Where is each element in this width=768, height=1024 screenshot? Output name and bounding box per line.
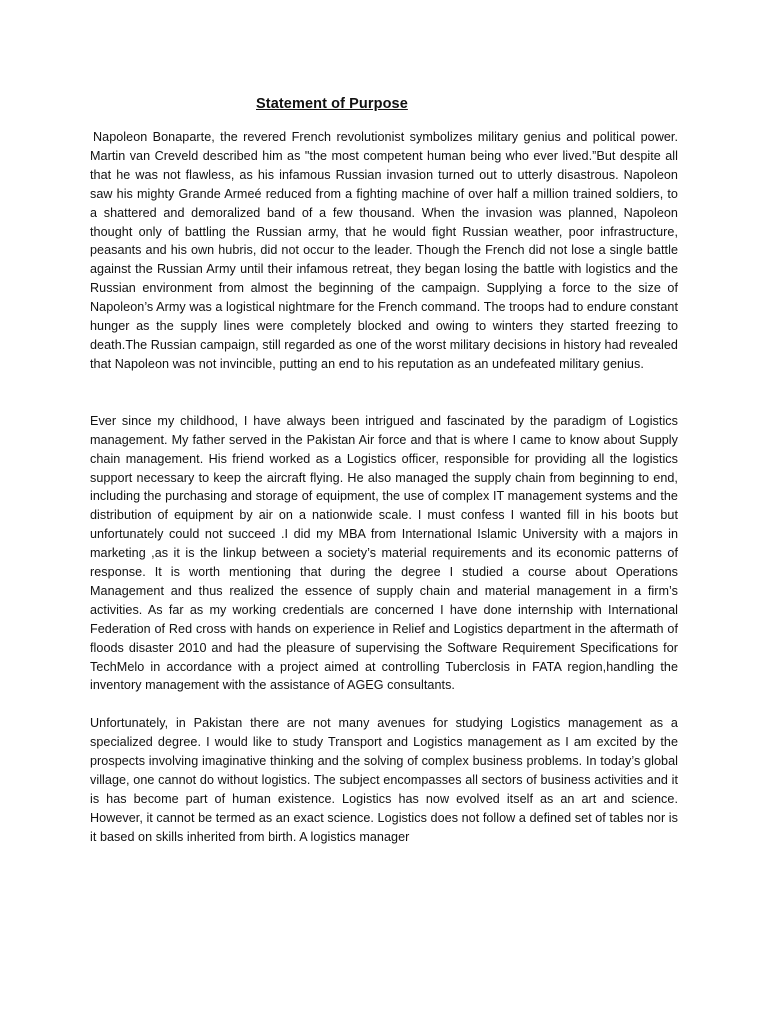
paragraph-napoleon: Napoleon Bonaparte, the revered French revolutionist symbolizes military genius and political power. Martin van Creveld described him as "the most competent human being who ever lived.”But despite all that he was not flawless, as his infamous Russian invasion turned out to utterly disastrous. Napoleon saw his mighty Grande Armeé reduced from a fighting machine of over half a million trained soldiers, to a shattered and demoralized band of a few thousand. When the invasion was planned, Napoleon thought only of battling the Russian army, that he would fight Russian weather, poor infrastructure, peasants and his own hubris, did not occur to the leader. Though the French did not lose a single battle against the Russian Army until their infamous retreat, they began losing the battle with logistics and the Russian environment from almost the beginning of the campaign. Supplying a force to the size of Napoleon’s Army was a logistical nightmare for the French command. The troops had to endure constant hunger as the supply lines were completely blocked and owing to winters they started freezing to death.The Russian campaign, still regarded as one of the worst military decisions in history had revealed that Napoleon was not invincible, putting an end to his reputation as an undefeated military genius. xyxy=(90,130,678,371)
document-title: Statement of Purpose xyxy=(256,96,408,112)
paragraph-pakistan: Unfortunately, in Pakistan there are not many avenues for studying Logistics management as a specialized degree. I would like to study Transport and Logistics management as I am excited by the prospects involving imaginative thinking and the solving of complex business problems. In today’s global village, one cannot do without logistics. The subject encompasses all sectors of business activities and it is has become part of human existence. Logistics has now evolved itself as an art and science. However, it cannot be termed as an exact science. Logistics does not follow a defined set of tables nor is it based on skills inherited from birth. A logistics manager xyxy=(90,716,678,844)
paragraph-childhood: Ever since my childhood, I have always been intrigued and fascinated by the paradigm of Logistics management. My father served in the Pakistan Air force and that is where I came to know about Supply chain management. His friend worked as a Logistics officer, responsible for providing all the logistics support necessary to keep the aircraft flying. He also managed the supply chain from beginning to end, including the purchasing and storage of equipment, the use of complex IT management systems and the distribution of equipment by air on a nationwide scale. I must confess I wanted fill in his boots but unfortunately could not succeed .I did my MBA from International Islamic University with a majors in marketing ,as it is the linkup between a society’s material requirements and its economic patterns of response. It is worth mentioning that during the degree I studied a course about Operations Management and thus realized the essence of supply chain and material management in a firm’s activities. As far as my working credentials are concerned I have done internship with International Federation of Red cross with hands on experience in Relief and Logistics department in the aftermath of floods disaster 2010 and had the pleasure of supervising the Software Requirement Specifications for TechMelo in accordance with a project aimed at controlling Tuberclosis in FATA region,handling the inventory management with the assistance of AGEG consultants. xyxy=(90,413,678,693)
